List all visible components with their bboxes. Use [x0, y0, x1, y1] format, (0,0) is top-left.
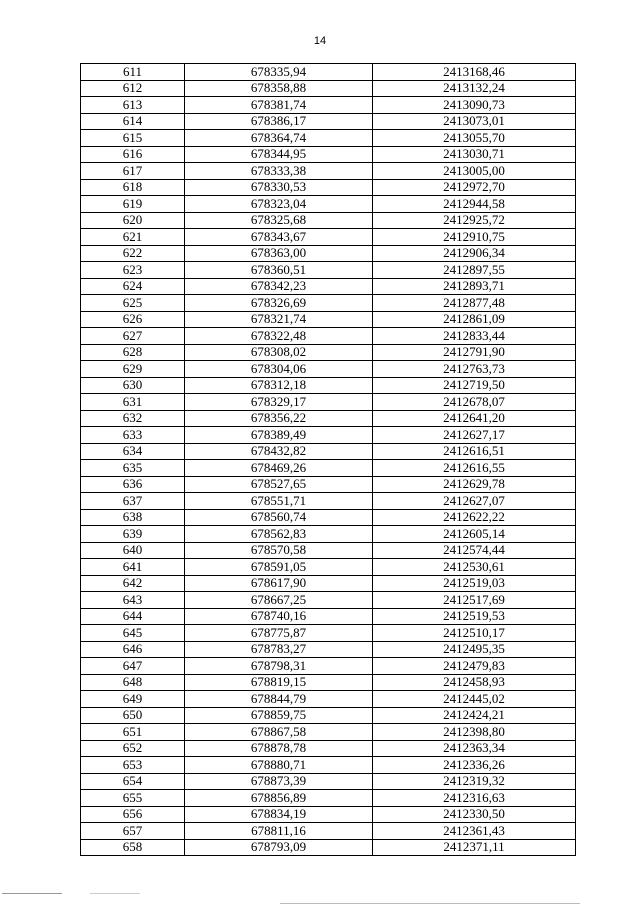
point-number-cell: 624	[81, 278, 185, 295]
table-row	[81, 163, 576, 180]
point-number-cell: 644	[81, 608, 185, 625]
table-row	[81, 773, 576, 790]
table-row	[81, 724, 576, 741]
point-number-cell: 651	[81, 724, 185, 741]
table-row	[81, 509, 576, 526]
x-coordinate-cell: 678343,67	[185, 229, 373, 246]
table-row	[81, 592, 576, 609]
y-coordinate-cell: 2412445,02	[373, 691, 576, 708]
table-row	[81, 229, 576, 246]
table-row	[81, 443, 576, 460]
x-coordinate-cell: 678740,16	[185, 608, 373, 625]
x-coordinate-cell: 678667,25	[185, 592, 373, 609]
table-row	[81, 80, 576, 97]
y-coordinate-cell: 2413132,24	[373, 80, 576, 97]
table-row	[81, 806, 576, 823]
table-row	[81, 575, 576, 592]
table-row	[81, 658, 576, 675]
x-coordinate-cell: 678873,39	[185, 773, 373, 790]
table-row	[81, 691, 576, 708]
x-coordinate-cell: 678551,71	[185, 493, 373, 510]
x-coordinate-cell: 678783,27	[185, 641, 373, 658]
y-coordinate-cell: 2412877,48	[373, 295, 576, 312]
x-coordinate-cell: 678591,05	[185, 559, 373, 576]
coordinates-table-body	[81, 64, 576, 856]
x-coordinate-cell: 678381,74	[185, 97, 373, 114]
y-coordinate-cell: 2412897,55	[373, 262, 576, 279]
x-coordinate-cell: 678356,22	[185, 410, 373, 427]
y-coordinate-cell: 2412893,71	[373, 278, 576, 295]
point-number-cell: 616	[81, 146, 185, 163]
y-coordinate-cell: 2412910,75	[373, 229, 576, 246]
point-number-cell: 615	[81, 130, 185, 147]
x-coordinate-cell: 678527,65	[185, 476, 373, 493]
x-coordinate-cell: 678333,38	[185, 163, 373, 180]
y-coordinate-cell: 2412424,21	[373, 707, 576, 724]
table-row	[81, 328, 576, 345]
x-coordinate-cell: 678570,58	[185, 542, 373, 559]
point-number-cell: 657	[81, 823, 185, 840]
point-number-cell: 617	[81, 163, 185, 180]
y-coordinate-cell: 2412641,20	[373, 410, 576, 427]
table-row	[81, 311, 576, 328]
x-coordinate-cell: 678308,02	[185, 344, 373, 361]
x-coordinate-cell: 678775,87	[185, 625, 373, 642]
point-number-cell: 634	[81, 443, 185, 460]
table-row	[81, 278, 576, 295]
point-number-cell: 626	[81, 311, 185, 328]
point-number-cell: 628	[81, 344, 185, 361]
table-row	[81, 179, 576, 196]
y-coordinate-cell: 2413055,70	[373, 130, 576, 147]
point-number-cell: 645	[81, 625, 185, 642]
page-number: 14	[313, 35, 327, 47]
point-number-cell: 632	[81, 410, 185, 427]
point-number-cell: 650	[81, 707, 185, 724]
table-row	[81, 344, 576, 361]
point-number-cell: 621	[81, 229, 185, 246]
y-coordinate-cell: 2412530,61	[373, 559, 576, 576]
x-coordinate-cell: 678358,88	[185, 80, 373, 97]
x-coordinate-cell: 678325,68	[185, 212, 373, 229]
y-coordinate-cell: 2412517,69	[373, 592, 576, 609]
point-number-cell: 627	[81, 328, 185, 345]
point-number-cell: 654	[81, 773, 185, 790]
y-coordinate-cell: 2412398,80	[373, 724, 576, 741]
y-coordinate-cell: 2412605,14	[373, 526, 576, 543]
table-row	[81, 245, 576, 262]
table-row	[81, 460, 576, 477]
x-coordinate-cell: 678432,82	[185, 443, 373, 460]
y-coordinate-cell: 2412944,58	[373, 196, 576, 213]
x-coordinate-cell: 678386,17	[185, 113, 373, 130]
point-number-cell: 658	[81, 839, 185, 856]
x-coordinate-cell: 678321,74	[185, 311, 373, 328]
y-coordinate-cell: 2413168,46	[373, 64, 576, 81]
y-coordinate-cell: 2413030,71	[373, 146, 576, 163]
table-row	[81, 64, 576, 81]
table-row	[81, 823, 576, 840]
x-coordinate-cell: 678363,00	[185, 245, 373, 262]
y-coordinate-cell: 2412622,22	[373, 509, 576, 526]
point-number-cell: 612	[81, 80, 185, 97]
point-number-cell: 656	[81, 806, 185, 823]
x-coordinate-cell: 678811,16	[185, 823, 373, 840]
point-number-cell: 643	[81, 592, 185, 609]
y-coordinate-cell: 2412336,26	[373, 757, 576, 774]
point-number-cell: 638	[81, 509, 185, 526]
table-row	[81, 526, 576, 543]
scan-artifact	[280, 903, 580, 904]
point-number-cell: 655	[81, 790, 185, 807]
x-coordinate-cell: 678856,89	[185, 790, 373, 807]
table-row	[81, 427, 576, 444]
x-coordinate-cell: 678323,04	[185, 196, 373, 213]
point-number-cell: 635	[81, 460, 185, 477]
point-number-cell: 640	[81, 542, 185, 559]
point-number-cell: 630	[81, 377, 185, 394]
y-coordinate-cell: 2412574,44	[373, 542, 576, 559]
point-number-cell: 631	[81, 394, 185, 411]
point-number-cell: 623	[81, 262, 185, 279]
x-coordinate-cell: 678798,31	[185, 658, 373, 675]
table-row	[81, 146, 576, 163]
point-number-cell: 648	[81, 674, 185, 691]
x-coordinate-cell: 678344,95	[185, 146, 373, 163]
y-coordinate-cell: 2412319,32	[373, 773, 576, 790]
y-coordinate-cell: 2412616,51	[373, 443, 576, 460]
table-row	[81, 377, 576, 394]
table-row	[81, 212, 576, 229]
point-number-cell: 639	[81, 526, 185, 543]
scan-artifact	[2, 893, 62, 894]
table-row	[81, 559, 576, 576]
x-coordinate-cell: 678793,09	[185, 839, 373, 856]
table-row	[81, 757, 576, 774]
table-row	[81, 97, 576, 114]
y-coordinate-cell: 2412719,50	[373, 377, 576, 394]
table-row	[81, 707, 576, 724]
y-coordinate-cell: 2412627,17	[373, 427, 576, 444]
x-coordinate-cell: 678330,53	[185, 179, 373, 196]
x-coordinate-cell: 678859,75	[185, 707, 373, 724]
y-coordinate-cell: 2412629,78	[373, 476, 576, 493]
y-coordinate-cell: 2412316,63	[373, 790, 576, 807]
x-coordinate-cell: 678335,94	[185, 64, 373, 81]
x-coordinate-cell: 678819,15	[185, 674, 373, 691]
point-number-cell: 641	[81, 559, 185, 576]
point-number-cell: 642	[81, 575, 185, 592]
y-coordinate-cell: 2412627,07	[373, 493, 576, 510]
point-number-cell: 625	[81, 295, 185, 312]
x-coordinate-cell: 678878,78	[185, 740, 373, 757]
y-coordinate-cell: 2412371,11	[373, 839, 576, 856]
point-number-cell: 649	[81, 691, 185, 708]
y-coordinate-cell: 2412330,50	[373, 806, 576, 823]
y-coordinate-cell: 2412925,72	[373, 212, 576, 229]
table-row	[81, 130, 576, 147]
point-number-cell: 652	[81, 740, 185, 757]
table-row	[81, 295, 576, 312]
table-row	[81, 476, 576, 493]
y-coordinate-cell: 2413090,73	[373, 97, 576, 114]
point-number-cell: 637	[81, 493, 185, 510]
x-coordinate-cell: 678342,23	[185, 278, 373, 295]
table-row	[81, 493, 576, 510]
y-coordinate-cell: 2412510,17	[373, 625, 576, 642]
point-number-cell: 611	[81, 64, 185, 81]
y-coordinate-cell: 2412791,90	[373, 344, 576, 361]
y-coordinate-cell: 2412519,03	[373, 575, 576, 592]
coordinates-table	[80, 63, 576, 856]
point-number-cell: 653	[81, 757, 185, 774]
x-coordinate-cell: 678389,49	[185, 427, 373, 444]
table-row	[81, 113, 576, 130]
point-number-cell: 629	[81, 361, 185, 378]
point-number-cell: 613	[81, 97, 185, 114]
x-coordinate-cell: 678360,51	[185, 262, 373, 279]
table-row	[81, 740, 576, 757]
y-coordinate-cell: 2412458,93	[373, 674, 576, 691]
x-coordinate-cell: 678312,18	[185, 377, 373, 394]
table-row	[81, 839, 576, 856]
y-coordinate-cell: 2412479,83	[373, 658, 576, 675]
x-coordinate-cell: 678322,48	[185, 328, 373, 345]
y-coordinate-cell: 2412972,70	[373, 179, 576, 196]
x-coordinate-cell: 678844,79	[185, 691, 373, 708]
y-coordinate-cell: 2412363,34	[373, 740, 576, 757]
y-coordinate-cell: 2412861,09	[373, 311, 576, 328]
table-row	[81, 790, 576, 807]
x-coordinate-cell: 678304,06	[185, 361, 373, 378]
point-number-cell: 622	[81, 245, 185, 262]
y-coordinate-cell: 2412678,07	[373, 394, 576, 411]
table-row	[81, 196, 576, 213]
x-coordinate-cell: 678364,74	[185, 130, 373, 147]
table-row	[81, 542, 576, 559]
y-coordinate-cell: 2412495,35	[373, 641, 576, 658]
point-number-cell: 618	[81, 179, 185, 196]
point-number-cell: 636	[81, 476, 185, 493]
point-number-cell: 620	[81, 212, 185, 229]
table-row	[81, 674, 576, 691]
y-coordinate-cell: 2412519,53	[373, 608, 576, 625]
table-row	[81, 361, 576, 378]
y-coordinate-cell: 2412763,73	[373, 361, 576, 378]
x-coordinate-cell: 678329,17	[185, 394, 373, 411]
point-number-cell: 646	[81, 641, 185, 658]
point-number-cell: 647	[81, 658, 185, 675]
table-row	[81, 608, 576, 625]
x-coordinate-cell: 678867,58	[185, 724, 373, 741]
point-number-cell: 614	[81, 113, 185, 130]
y-coordinate-cell: 2412616,55	[373, 460, 576, 477]
x-coordinate-cell: 678560,74	[185, 509, 373, 526]
scan-artifact	[90, 893, 140, 894]
table-row	[81, 625, 576, 642]
table-row	[81, 641, 576, 658]
x-coordinate-cell: 678617,90	[185, 575, 373, 592]
y-coordinate-cell: 2412833,44	[373, 328, 576, 345]
y-coordinate-cell: 2413005,00	[373, 163, 576, 180]
y-coordinate-cell: 2413073,01	[373, 113, 576, 130]
y-coordinate-cell: 2412361,43	[373, 823, 576, 840]
x-coordinate-cell: 678834,19	[185, 806, 373, 823]
table-row	[81, 410, 576, 427]
point-number-cell: 619	[81, 196, 185, 213]
point-number-cell: 633	[81, 427, 185, 444]
y-coordinate-cell: 2412906,34	[373, 245, 576, 262]
x-coordinate-cell: 678326,69	[185, 295, 373, 312]
x-coordinate-cell: 678880,71	[185, 757, 373, 774]
table-row	[81, 262, 576, 279]
x-coordinate-cell: 678469,26	[185, 460, 373, 477]
x-coordinate-cell: 678562,83	[185, 526, 373, 543]
table-row	[81, 394, 576, 411]
